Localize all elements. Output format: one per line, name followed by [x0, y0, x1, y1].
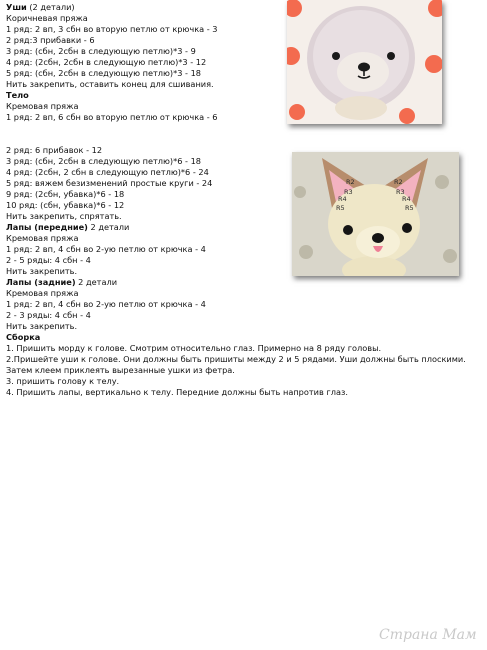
body-yarn: Кремовая пряжа	[6, 101, 79, 111]
row-label: R5	[405, 204, 414, 212]
ears-row: 5 ряд: (сбн, 2сбн в следующую петлю)*3 - 18	[6, 68, 201, 78]
back-paws-finish: Нить закрепить.	[6, 321, 78, 331]
front-paws-row: 2 - 5 ряды: 4 сбн - 4	[6, 255, 91, 265]
body-row: 1 ряд: 2 вп, 6 сбн во вторую петлю от крючка - 6	[6, 112, 218, 122]
body-row: 4 ряд: (2сбн, 2 сбн в следующую петлю)*6 - 24	[6, 167, 209, 177]
body-heading: Тело	[6, 90, 29, 100]
row-label: R4	[338, 195, 347, 203]
ears-heading: Уши (2 детали)	[6, 2, 75, 12]
front-paws-heading: Лапы (передние) 2 детали	[6, 222, 130, 232]
assembly-step: Затем клеем приклеять вырезанные ушки из фетра.	[6, 365, 235, 375]
ears-row: 4 ряд: (2сбн, 2сбн в следующую петлю)*3 - 12	[6, 57, 207, 67]
assembly-step: 2.Пришейте уши к голове. Они должны быть пришиты между 2 и 5 рядами. Уши должны быть плоскими.	[6, 354, 466, 364]
body-row: 2 ряд: 6 прибавок - 12	[6, 145, 103, 155]
assembly-step: 1. Пришить морду к голове. Смотрим относительно глаз. Примерно на 8 ряду головы.	[6, 343, 382, 353]
back-paws-row: 1 ряд: 2 вп, 4 сбн во 2-ую петлю от крючка - 4	[6, 299, 206, 309]
head-photo	[287, 0, 442, 124]
row-label: R3	[344, 188, 353, 196]
back-paws-yarn: Кремовая пряжа	[6, 288, 79, 298]
back-paws-heading: Лапы (задние) 2 детали	[6, 277, 118, 287]
row-label: R2	[394, 178, 403, 186]
ears-yarn: Коричневая пряжа	[6, 13, 88, 23]
body-row: 3 ряд: (сбн, 2сбн в следующую петлю)*6 - 18	[6, 156, 201, 166]
site-watermark: Страна Мам	[379, 627, 477, 643]
head-photo-illustration	[287, 0, 442, 124]
assembly-step: 3. пришить голову к телу.	[6, 376, 120, 386]
body-finish: Нить закрепить, спрятать.	[6, 211, 122, 221]
row-label: R2	[346, 178, 355, 186]
body-row: 9 ряд: (2сбн, убавка)*6 - 18	[6, 189, 125, 199]
ears-finish: Нить закрепить, оставить конец для сшивания.	[6, 79, 214, 89]
ears-row: 1 ряд: 2 вп, 3 сбн во вторую петлю от крючка - 3	[6, 24, 218, 34]
front-paws-yarn: Кремовая пряжа	[6, 233, 79, 243]
row-label: R5	[336, 204, 345, 212]
dog-photo-illustration	[292, 152, 459, 276]
back-paws-row: 2 - 3 ряды: 4 сбн - 4	[6, 310, 91, 320]
assembly-heading: Сборка	[6, 332, 41, 342]
body-row: 5 ряд: вяжем безизменений простые круги - 24	[6, 178, 213, 188]
row-label: R4	[402, 195, 411, 203]
body-row: 10 ряд: (сбн, убавка)*6 - 12	[6, 200, 125, 210]
ears-row: 3 ряд: (сбн, 2сбн в следующую петлю)*3 - 9	[6, 46, 196, 56]
ears-row: 2 ряд:3 прибавки - 6	[6, 35, 95, 45]
front-paws-row: 1 ряд: 2 вп, 4 сбн во 2-ую петлю от крючка - 4	[6, 244, 206, 254]
assembly-step: 4. Пришить лапы, вертикально к телу. Передние должны быть напротив глаз.	[6, 387, 348, 397]
front-paws-finish: Нить закрепить.	[6, 266, 78, 276]
dog-photo	[292, 152, 459, 276]
row-label: R3	[396, 188, 405, 196]
